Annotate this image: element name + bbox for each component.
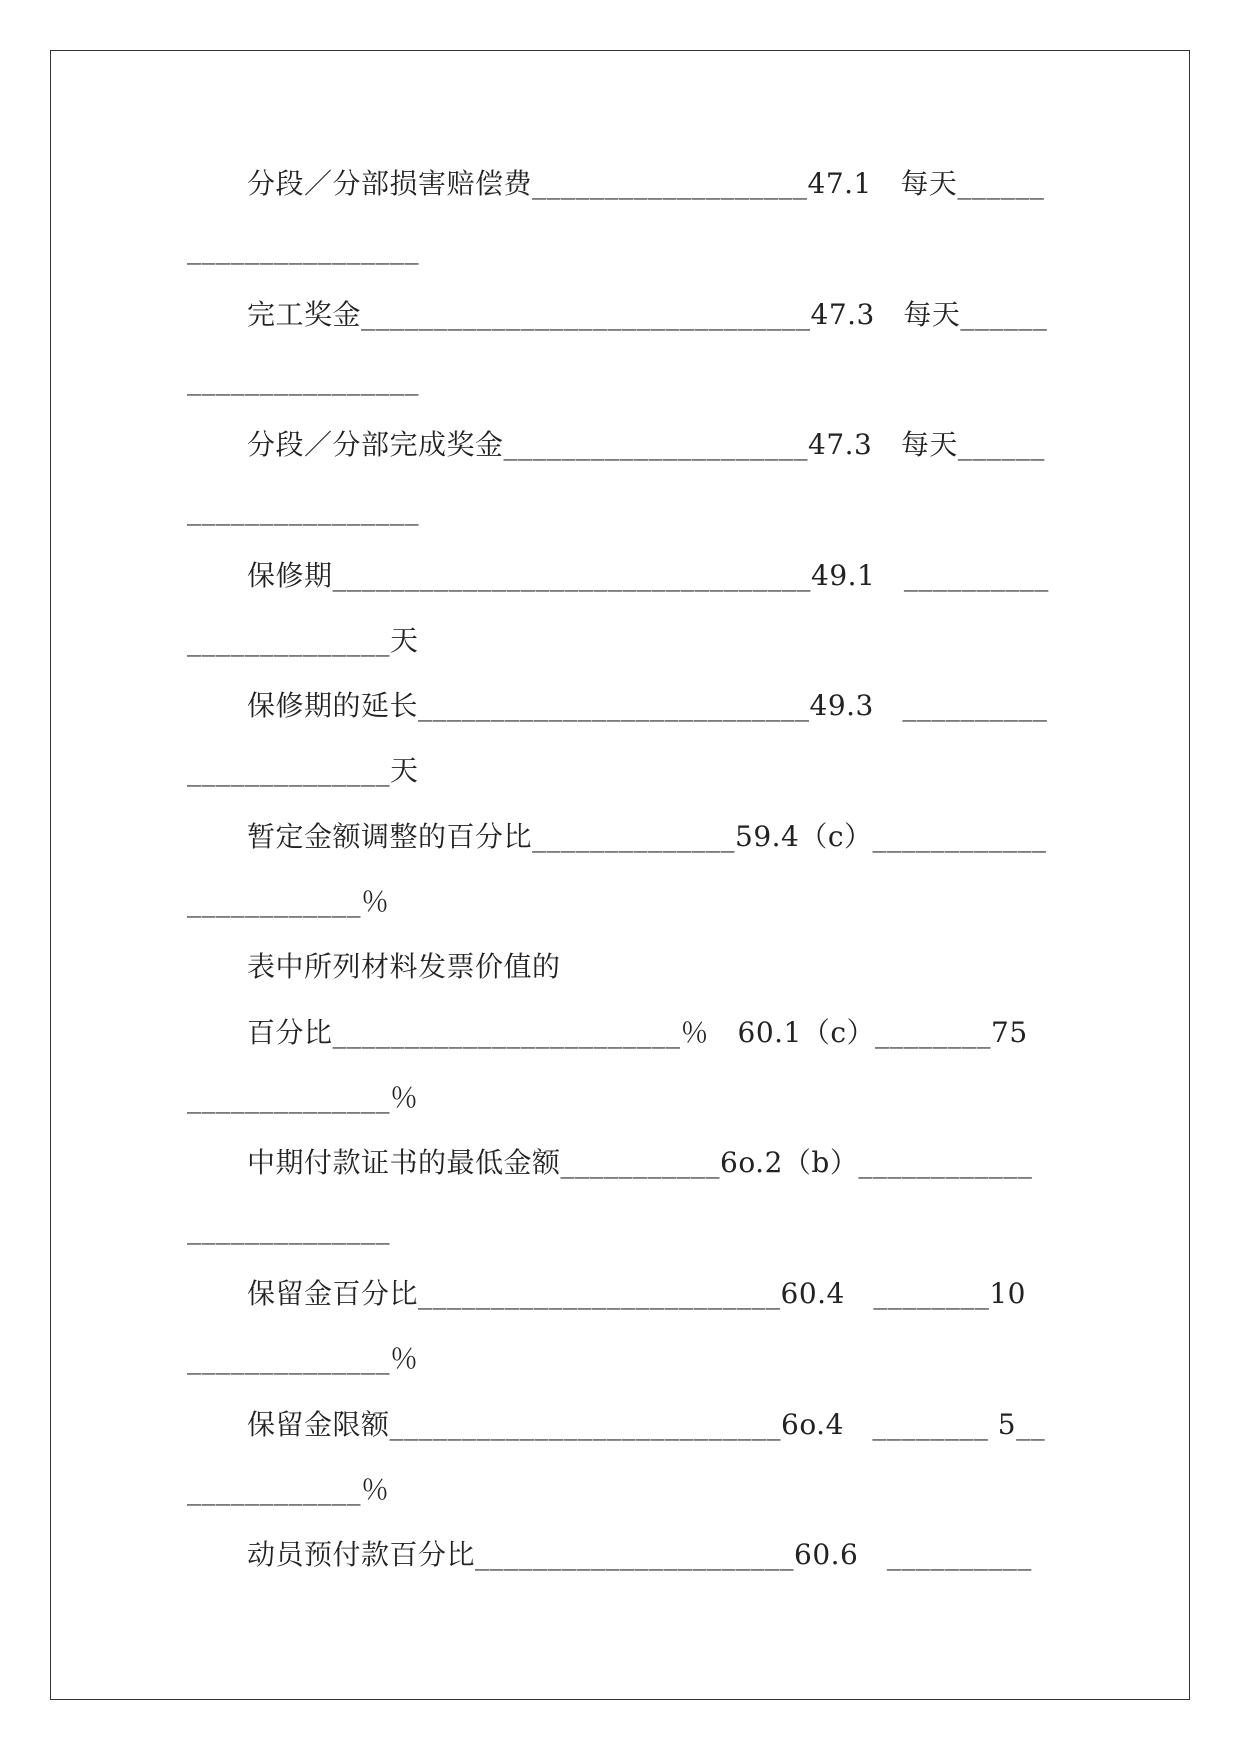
row-interim-certificate-min: 中期付款证书的最低金额___________6o.2（b）____________ bbox=[247, 1146, 1033, 1179]
row-warranty-extension: 保修期的延长___________________________49.3 __________ bbox=[247, 689, 1048, 722]
row-warranty-period-cont: ______________天 bbox=[187, 624, 419, 657]
row-invoice-value-percent: 百分比________________________％ 60.1（c）________75 bbox=[247, 1016, 1028, 1049]
row-sectional-damages: 分段／分部损害赔偿费___________________47.1 每天______ bbox=[247, 167, 1045, 200]
row-completion-bonus-cont: ________________ bbox=[187, 363, 419, 396]
row-warranty-period: 保修期_________________________________49.1 __________ bbox=[247, 559, 1049, 592]
row-retention-limit: 保留金限额___________________________6o.4 ________ 5__ bbox=[247, 1408, 1046, 1441]
row-advance-payment-percent: 动员预付款百分比______________________60.6 __________ bbox=[247, 1538, 1032, 1571]
row-sectional-completion-bonus-cont: ________________ bbox=[187, 493, 419, 526]
row-sectional-completion-bonus: 分段／分部完成奖金_____________________47.3 每天______ bbox=[247, 428, 1045, 461]
row-sectional-damages-cont: ________________ bbox=[187, 232, 419, 265]
row-provisional-sum-percent: 暂定金额调整的百分比______________59.4（c）____________ bbox=[247, 820, 1047, 853]
row-provisional-sum-percent-cont: ____________％ bbox=[187, 885, 390, 918]
row-retention-limit-cont: ____________％ bbox=[187, 1473, 390, 1506]
row-retention-percent-cont: ______________％ bbox=[187, 1342, 419, 1375]
row-warranty-extension-cont: ______________天 bbox=[187, 754, 419, 787]
row-invoice-value-label: 表中所列材料发票价值的 bbox=[247, 950, 561, 983]
row-invoice-value-percent-cont: ______________％ bbox=[187, 1081, 419, 1114]
row-completion-bonus: 完工奖金_______________________________47.3 每天______ bbox=[247, 298, 1048, 331]
row-interim-certificate-min-cont: ______________ bbox=[187, 1212, 390, 1245]
row-retention-percent: 保留金百分比_________________________60.4 ________10 bbox=[247, 1277, 1026, 1310]
